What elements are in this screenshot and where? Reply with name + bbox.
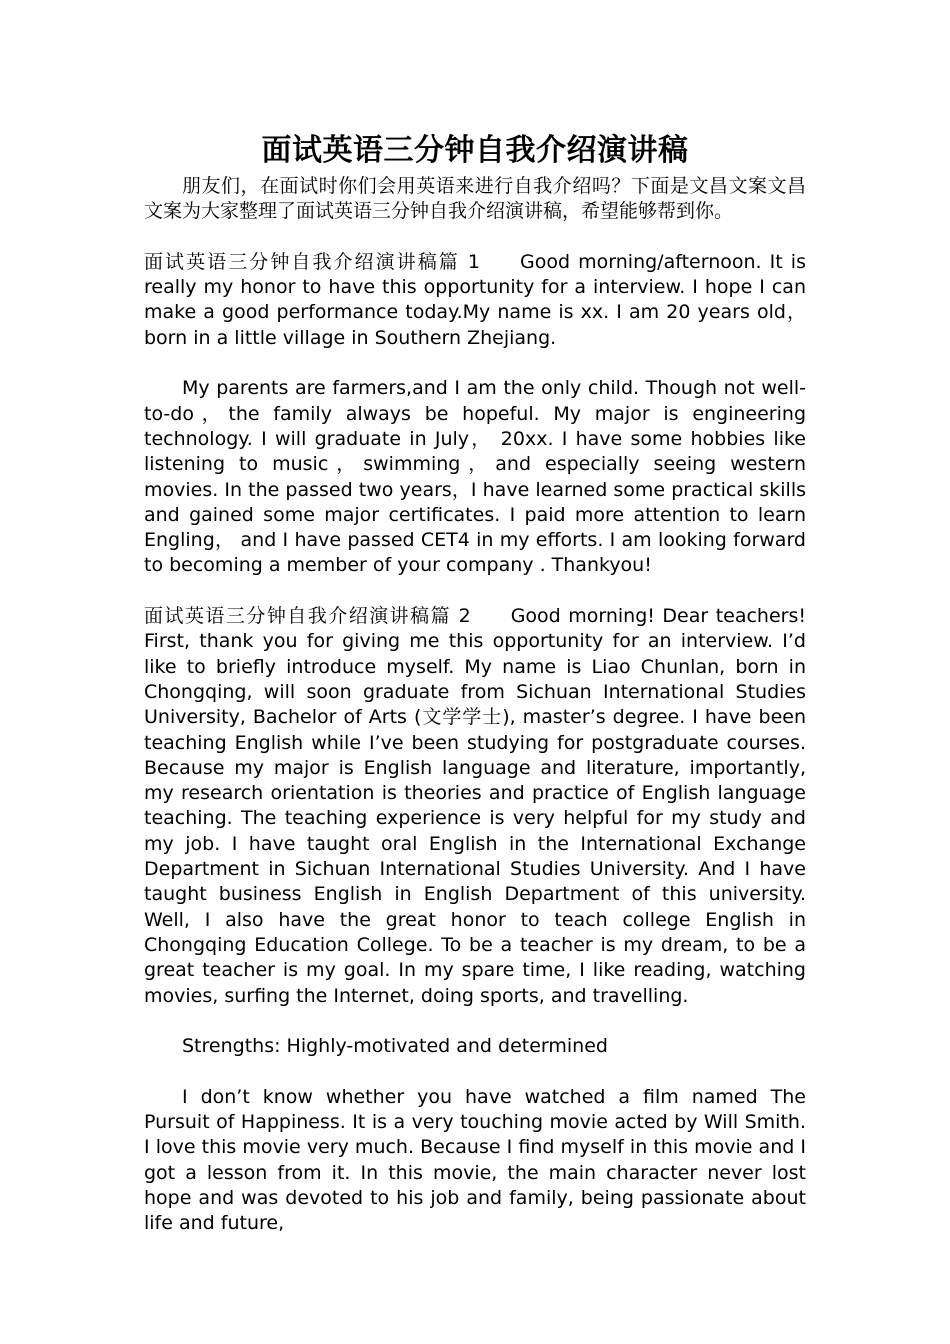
section-2-text: Good morning! Dear teachers! First, thank you for giving me this opportunity for an interview. I’d like to briefly introduce myself. My name is Liao Chunlan, born in Chongqing, will soon graduate from Sichuan International Studies University, Bachelor of Arts (文学学士), master’s degree. I have been teaching English while I’ve been studying for postgraduate courses. Because my major is English language and literature, importantly, my research orientation is theories and practice of English language teaching. The teaching experience is very helpful for my study and my job. I have taught oral English in the International Exchange Department in Sichuan International Studies University. And I have taught business English in English Department of this university. Well, I also have the great honor to teach college English in Chongqing Education College. To be a teacher is my dream, to be a great teacher is my goal. In my spare time, I like reading, watching movies, surfing the Internet, doing sports, and travelling. xyxy=(144,605,806,1007)
section-2-paragraph-3: I don’t know whether you have watched a film named The Pursuit of Happiness. It is a very touching movie acted by Will Smith. I love this movie very much. Because I find myself in this movie and I got a lesson from it. In this movie, the main character never lost hope and was devoted to his job and family, being passionate about life and future, xyxy=(144,1085,806,1235)
paragraph-gap xyxy=(144,351,806,376)
section-1-text: Good morning/afternoon. It is really my honor to have this opportunity for a interview. I hope I can make a good performance today.My name is xx. I am 20 years old，born in a little village in Southern Zhejiang. xyxy=(144,250,806,349)
paragraph-gap xyxy=(144,1059,806,1084)
section-1-first-paragraph xyxy=(144,250,806,351)
section-2-strengths: Strengths: Highly-motivated and determined xyxy=(182,1035,608,1058)
document-title: 面试英语三分钟自我介绍演讲稿 xyxy=(261,133,689,168)
paragraph-gap xyxy=(144,579,806,604)
section-2-label: 面试英语三分钟自我介绍演讲稿篇 2 xyxy=(144,605,471,628)
section-1-paragraph-2: My parents are farmers,and I am the only child. Though not well-to-do，the family always be hopeful. My major is engineering technology. I will graduate in July， 20xx. I have some hobbies like listening to music，swimming，and especially seeing western movies. In the passed two years，I have learned some practical skills and gained some major certificates. I paid more attention to learn Engling， and I have passed CET4 in my efforts. I am looking forward to becoming a member of your company . Thankyou! xyxy=(144,377,806,577)
section-2-first-paragraph xyxy=(144,604,806,1009)
section-1-label: 面试英语三分钟自我介绍演讲稿篇 1 xyxy=(144,250,481,273)
paragraph-gap xyxy=(144,225,806,250)
intro-paragraph: 朋友们，在面试时你们会用英语来进行自我介绍吗？下面是文昌文案文昌文案为大家整理了面试英语三分钟自我介绍演讲稿，希望能够帮到你。 xyxy=(144,175,806,223)
paragraph-gap xyxy=(144,1009,806,1034)
document-page xyxy=(144,128,806,1236)
